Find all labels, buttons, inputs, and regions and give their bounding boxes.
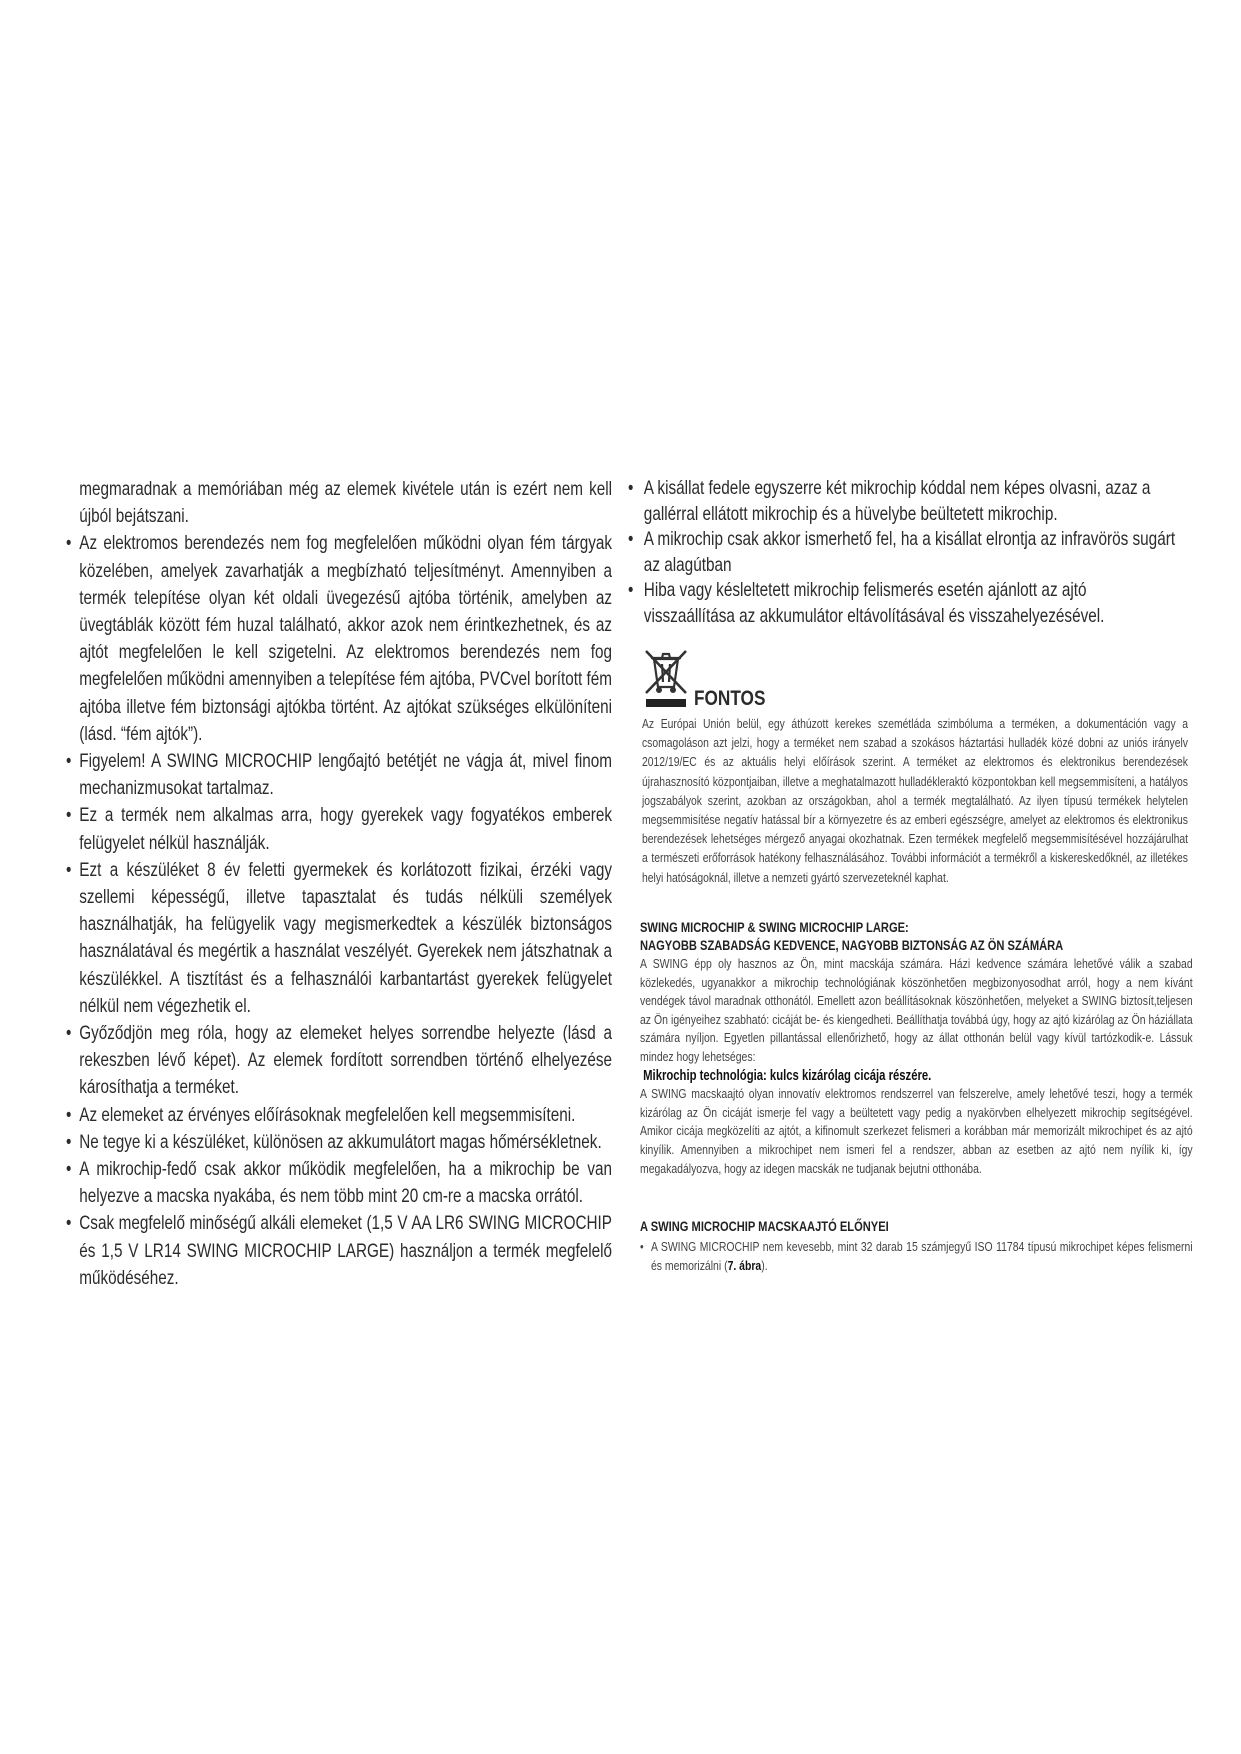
fontos-heading: FONTOS: [694, 687, 766, 710]
list-item: • Az elemeket az érvényes előírásoknak megfelelően kell megsemmisíteni.: [66, 1103, 576, 1126]
list-item: • A kisállat fedele egyszerre két mikrochip kóddal nem képes olvasni, azaz a gallérral ellátott mikrochip és a hüvelybe beültetett mikrochip.: [628, 477, 1151, 525]
list-item: • Ne tegye ki a készüléket, különösen az akkumulátort magas hőmérsékletnek.: [66, 1130, 602, 1153]
microchip-technology-heading: Mikrochip technológia: kulcs kizárólag cicája részére.: [643, 1067, 932, 1084]
list-item: • A SWING MICROCHIP nem kevesebb, mint 32 darab 15 számjegyű ISO 11784 típusú mikrochipet képes felismerni és memorizálni (7. ábra).: [640, 1239, 1193, 1273]
list-item: • A mikrochip-fedő csak akkor működik megfelelően, ha a mikrochip be van helyezve a macska nyakába, és nem több mint 20 cm-re a macska orrától.: [66, 1158, 612, 1208]
list-item: • Ez a termék nem alkalmas arra, hogy gyerekek vagy fogyatékos emberek felügyelet nélkül használják.: [66, 804, 612, 854]
list-item: • Győződjön meg róla, hogy az elemeket helyes sorrendbe helyezte (lásd a rekeszben lévő képet). Az elemek fordított sorrendben történő elhelyezése károsíthatja a terméket.: [66, 1022, 612, 1099]
advantages-section: [640, 1218, 1193, 1275]
safety-list: [66, 530, 612, 1292]
right-column: [628, 476, 1193, 1273]
swing-paragraph: A SWING épp oly hasznos az Ön, mint macskája számára. Házi kedvence számára lehetővé válik a szabad közlekedés, ugyanakkor a mikrochip technológiának köszönhetően megbizonyosodhat arról, hogy a nem kívánt vendégek távol maradnak otthonától. Emellett azon beállításoknak köszönhetően, melyeket a SWING biztosít,teljesen az Ön igényeihez szabható: cicáját be- és kiengedheti. Beállíthatja továbbá úgy, hogy az ajtó kizárólag az Ön háziállata számára nyíljon. Egyetlen pillantással ellenőrizhető, hogy az állat otthonán belül vagy kívül tartózkodik-e. Lássuk mindez hogy lehetséges:: [640, 956, 1193, 1064]
list-item: • Csak megfelelő minőségű alkáli elemeket (1,5 V AA LR6 SWING MICROCHIP és 1,5 V LR14 SWING MICROCHIP LARGE) használjon a termék megfelelő működéséhez.: [66, 1212, 612, 1289]
microchip-technology-paragraph: A SWING macskaajtó olyan innovatív elektromos rendszerrel van felszerelve, amely lehetővé teszi, hogy a termék kizárólag az Ön cicáját ismerje fel vagy a beültetett vagy pedig a nyakörvben elhelyezett mikrochip segítségével. Amikor cicája megközelíti az ajtót, a kifinomult szerkezet felismeri a korábban már memorizált mikrochipet és az ajtó kinyílik. Amennyiben a mikrochipet nem ismeri fel a rendszer, abban az esetben az ajtó nem nyílik ki, így megakadályozva, hogy az idegen macskák ne tudjanak bejutni otthonába.: [640, 1086, 1193, 1176]
left-column: [66, 476, 613, 1292]
list-item: • A mikrochip csak akkor ismerhető fel, ha a kisállat elrontja az infravörös sugárt az alagútban: [628, 528, 1176, 576]
microchip-notes: [628, 476, 1181, 630]
advantages-heading: A SWING MICROCHIP MACSKAAJTÓ ELŐNYEI: [640, 1219, 889, 1235]
continuation-paragraph: megmaradnak a memóriában még az elemek kivétele után is ezért nem kell újból bejátszani.: [79, 478, 612, 528]
section-heading: SWING MICROCHIP & SWING MICROCHIP LARGE:: [640, 920, 909, 936]
crossed-out-wheelie-bin-icon: [640, 645, 692, 709]
figure-reference: 7. ábra: [727, 1257, 762, 1273]
microchip-list: [628, 476, 1181, 630]
list-item: • Hiba vagy késleltetett mikrochip felismerés esetén ajánlott az ajtó visszaállítása az akkumulátor eltávolításával és visszahelyezésével.: [628, 579, 1105, 627]
disposal-paragraph: Az Európai Unión belül, egy áthúzott kerekes szemétláda szimbóluma a terméken, a dokumentáción vagy a csomagoláson azt jelzi, hogy a terméket nem szabad a szokásos háztartási hulladék közé dobni az uniós irányelv 2012/19/EC és az aktuális helyi előírások szerint. A terméket az elektromos és elektronikus berendezések újrahasznosító központjaiban, illetve a meghatalmazott hulladékleraktó központokban kell megsemmisíteni, a hatályos jogszabályok szerint, azokban az országokban, ahol a termék megtalálható. Az ilyen típusú termékek helytelen megsemmisítése negatív hatással bír a környezetre és az emberi egészségre, amelyet az elektromos és elektronikus berendezések lehetséges mérgező anyagai okozhatnak. Ezen termékek megfelelő megsemmisítésével hozzájárulhat a természeti erőforrások hatékony felhasználásához. További információt a termékről a kiskereskedőknél, az illetékes helyi hatóságoknál, illetve a nemzeti gyártó szervezeteknél kaphat.: [642, 716, 1188, 885]
list-item: • Figyelem! A SWING MICROCHIP lengőajtó betétjét ne vágja át, mivel finom mechanizmusokat tartalmaz.: [66, 750, 612, 800]
list-item: • Az elektromos berendezés nem fog megfelelően működni olyan fém tárgyak közelében, amelyek zavarhatják a megbízható teljesítményt. Amennyiben a termék telepítése olyan két oldali üvegezésű ajtóba történik, amelyben az üvegtáblák között fém huzal található, akkor azok nem érintkezhetnek, és az ajtót megfelelően le kell szigetelni. Az elektromos berendezés nem fog megfelelően működni amennyiben a telepítése fém ajtóba, PVCvel borított fém ajtóba illetve fém biztonsági ajtókba történt. Az ajtókat szükséges elkülöníteni (lásd. “fém ajtók”).: [66, 532, 612, 745]
advantages-list: [640, 1238, 1193, 1275]
swing-section: [640, 919, 1193, 1178]
list-item: • Ezt a készüléket 8 év feletti gyermekek és korlátozott fizikai, érzéki vagy szellemi képességű, illetve tapasztalat és tudás nélküli személyek használhatják, ha felügyelik vagy megismerkedtek a készülék biztonságos használatával és megértik a használat veszélyét. Gyerekek nem játszhatnak a készülékkel. A tisztítást és a felhasználói karbantartást gyerekek felügyelet nélkül nem végezhetik el.: [66, 858, 612, 1017]
section-subheading: NAGYOBB SZABADSÁG KEDVENCE, NAGYOBB BIZTONSÁG AZ ÖN SZÁMÁRA: [640, 938, 1064, 954]
